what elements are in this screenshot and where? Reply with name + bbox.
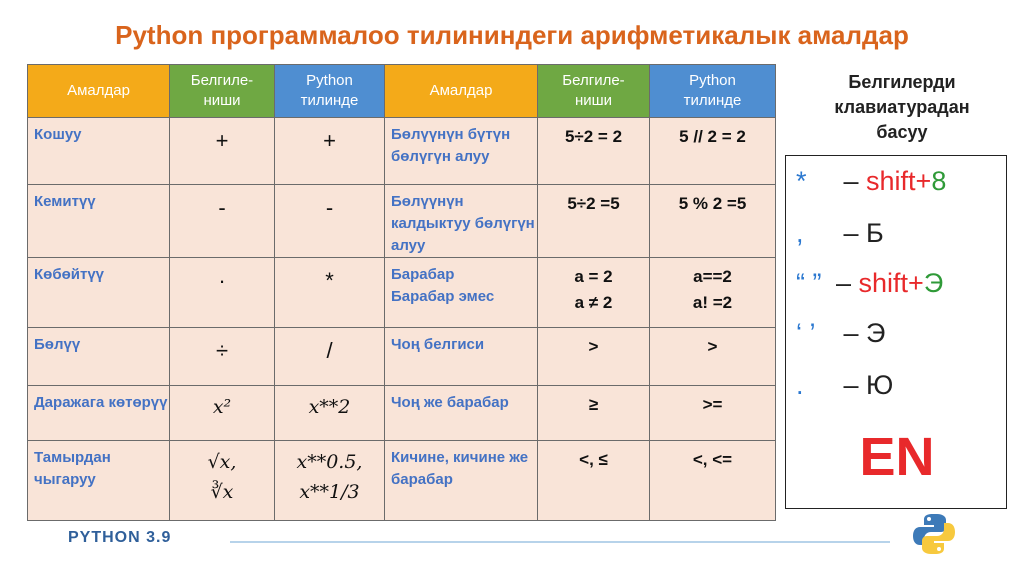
key-symbol: ‘ ’ (796, 318, 816, 348)
python-cell (650, 328, 776, 386)
notation-cell-text: ≥ (588, 395, 599, 414)
operation-name-text: Бөлүүнүн калдыктуу бөлүгүн алуу (391, 193, 535, 254)
keyboard-box (785, 155, 1007, 509)
python-cell (650, 441, 776, 521)
python-cell (275, 386, 385, 441)
notation-cell-text: 5÷2 = 2 (564, 127, 623, 146)
operations-table (27, 64, 776, 521)
header-python-2: Python тилинде (650, 65, 776, 118)
python-cell-text: <, <= (692, 450, 733, 469)
notation-cell (170, 185, 275, 258)
python-cell-text: 5 % 2 =5 (678, 194, 747, 213)
notation-cell (170, 118, 275, 185)
table-row (28, 441, 776, 521)
operation-name-text: Кемитүү (34, 193, 96, 210)
python-cell (650, 258, 776, 328)
notation-cell (538, 328, 650, 386)
notation-cell-text: > (588, 337, 599, 356)
operation-name (385, 386, 538, 441)
operation-name (28, 441, 170, 521)
key-symbol: . (796, 370, 804, 400)
operation-name (28, 118, 170, 185)
python-cell-text: >= (702, 395, 723, 414)
operation-name-text: Көбөйтүү (34, 266, 104, 283)
key-name: Э (866, 318, 886, 348)
notation-cell-text: 5÷2 =5 (567, 194, 620, 213)
header-operations-2: Амалдар (385, 65, 538, 118)
key-name: Б (866, 218, 884, 248)
python-cell (650, 185, 776, 258)
notation-cell (538, 185, 650, 258)
notation-cell-text: 𝑥² (212, 396, 232, 418)
key-name: Э (923, 268, 944, 298)
operation-name (28, 386, 170, 441)
table-row (28, 258, 776, 328)
python-cell (275, 328, 385, 386)
notation-cell-text: + (215, 128, 229, 153)
key-row (796, 166, 946, 197)
notation-cell-text: ÷ (215, 338, 229, 363)
python-cell (275, 118, 385, 185)
table-row (28, 118, 776, 185)
key-dash: – (836, 370, 867, 400)
notation-cell (538, 118, 650, 185)
operation-name (385, 441, 538, 521)
key-dash: – (836, 268, 859, 298)
notation-cell (170, 328, 275, 386)
python-cell (650, 386, 776, 441)
operation-name-text: Бөлүүнүн бүтүн бөлүгүн алуу (391, 126, 511, 165)
operation-name-text: Кошуу (34, 126, 82, 143)
python-cell-text: > (707, 337, 718, 356)
shift-label: shift+ (858, 268, 924, 298)
python-cell-text: 𝑥**0.5, 𝑥**1/3 (296, 451, 363, 503)
python-cell (275, 258, 385, 328)
operation-name-text: Бөлүү (34, 336, 81, 353)
key-row (796, 268, 943, 299)
python-cell-text: * (325, 268, 334, 293)
operation-name (28, 328, 170, 386)
operation-name-text: Чоң же барабар (391, 394, 509, 411)
operation-name-text: Барабар Барабар эмес (391, 266, 495, 305)
operation-name (28, 185, 170, 258)
operation-name (385, 328, 538, 386)
python-version-label: PYTHON 3.9 (68, 529, 172, 546)
key-symbol: “ ” (796, 268, 822, 298)
python-cell-text: / (326, 338, 333, 363)
python-cell (650, 118, 776, 185)
table-header-row (28, 65, 776, 118)
key-symbol: , (796, 218, 804, 248)
notation-cell (538, 258, 650, 328)
header-notation-2: Белгиле- ниши (538, 65, 650, 118)
operation-name-text: Тамырдан чыгаруу (34, 449, 111, 488)
header-notation: Белгиле- ниши (170, 65, 275, 118)
notation-cell (538, 386, 650, 441)
python-cell (275, 441, 385, 521)
table-row (28, 185, 776, 258)
python-cell-text: a==2 a! =2 (692, 267, 733, 312)
table-row (28, 328, 776, 386)
notation-cell (170, 258, 275, 328)
notation-cell-text: a = 2 a ≠ 2 (574, 267, 613, 312)
key-dash: – (836, 166, 867, 196)
page-title: Python программалоо тилининдеги арифметикалык амалдар (115, 20, 909, 50)
operation-name (385, 185, 538, 258)
key-name: Ю (866, 370, 894, 400)
key-row (796, 218, 884, 249)
notation-cell-text: · (218, 268, 226, 293)
notation-cell (170, 386, 275, 441)
notation-cell (170, 441, 275, 521)
notation-cell-text: √𝑥, ∛𝑥 (207, 451, 237, 503)
header-operations: Амалдар (28, 65, 170, 118)
header-python: Python тилинде (275, 65, 385, 118)
operation-name (385, 258, 538, 328)
key-dash: – (836, 218, 867, 248)
operation-name (385, 118, 538, 185)
python-cell-text: - (325, 195, 334, 220)
notation-cell-text: <, ≤ (579, 450, 608, 469)
key-name: 8 (931, 166, 947, 196)
notation-cell-text: - (218, 195, 226, 220)
python-logo-icon (912, 512, 956, 556)
python-cell-text: 5 // 2 = 2 (679, 127, 746, 146)
key-row (796, 318, 885, 349)
keyboard-title: Белгилерди клавиатурадан басуу (834, 72, 970, 142)
operation-name-text: Чоң белгиси (391, 336, 485, 353)
language-label: EN (859, 427, 935, 487)
shift-label: shift+ (866, 166, 932, 196)
python-cell-text: 𝑥**2 (308, 396, 351, 418)
key-row (796, 370, 893, 401)
python-cell-text: + (323, 128, 336, 153)
key-dash: – (836, 318, 867, 348)
table-row (28, 386, 776, 441)
notation-cell (538, 441, 650, 521)
python-cell (275, 185, 385, 258)
operation-name (28, 258, 170, 328)
operation-name-text: Даражага көтөрүү (34, 394, 168, 411)
footer-divider (230, 541, 890, 543)
key-symbol: * (796, 166, 807, 196)
operation-name-text: Кичине, кичине же барабар (391, 449, 529, 488)
